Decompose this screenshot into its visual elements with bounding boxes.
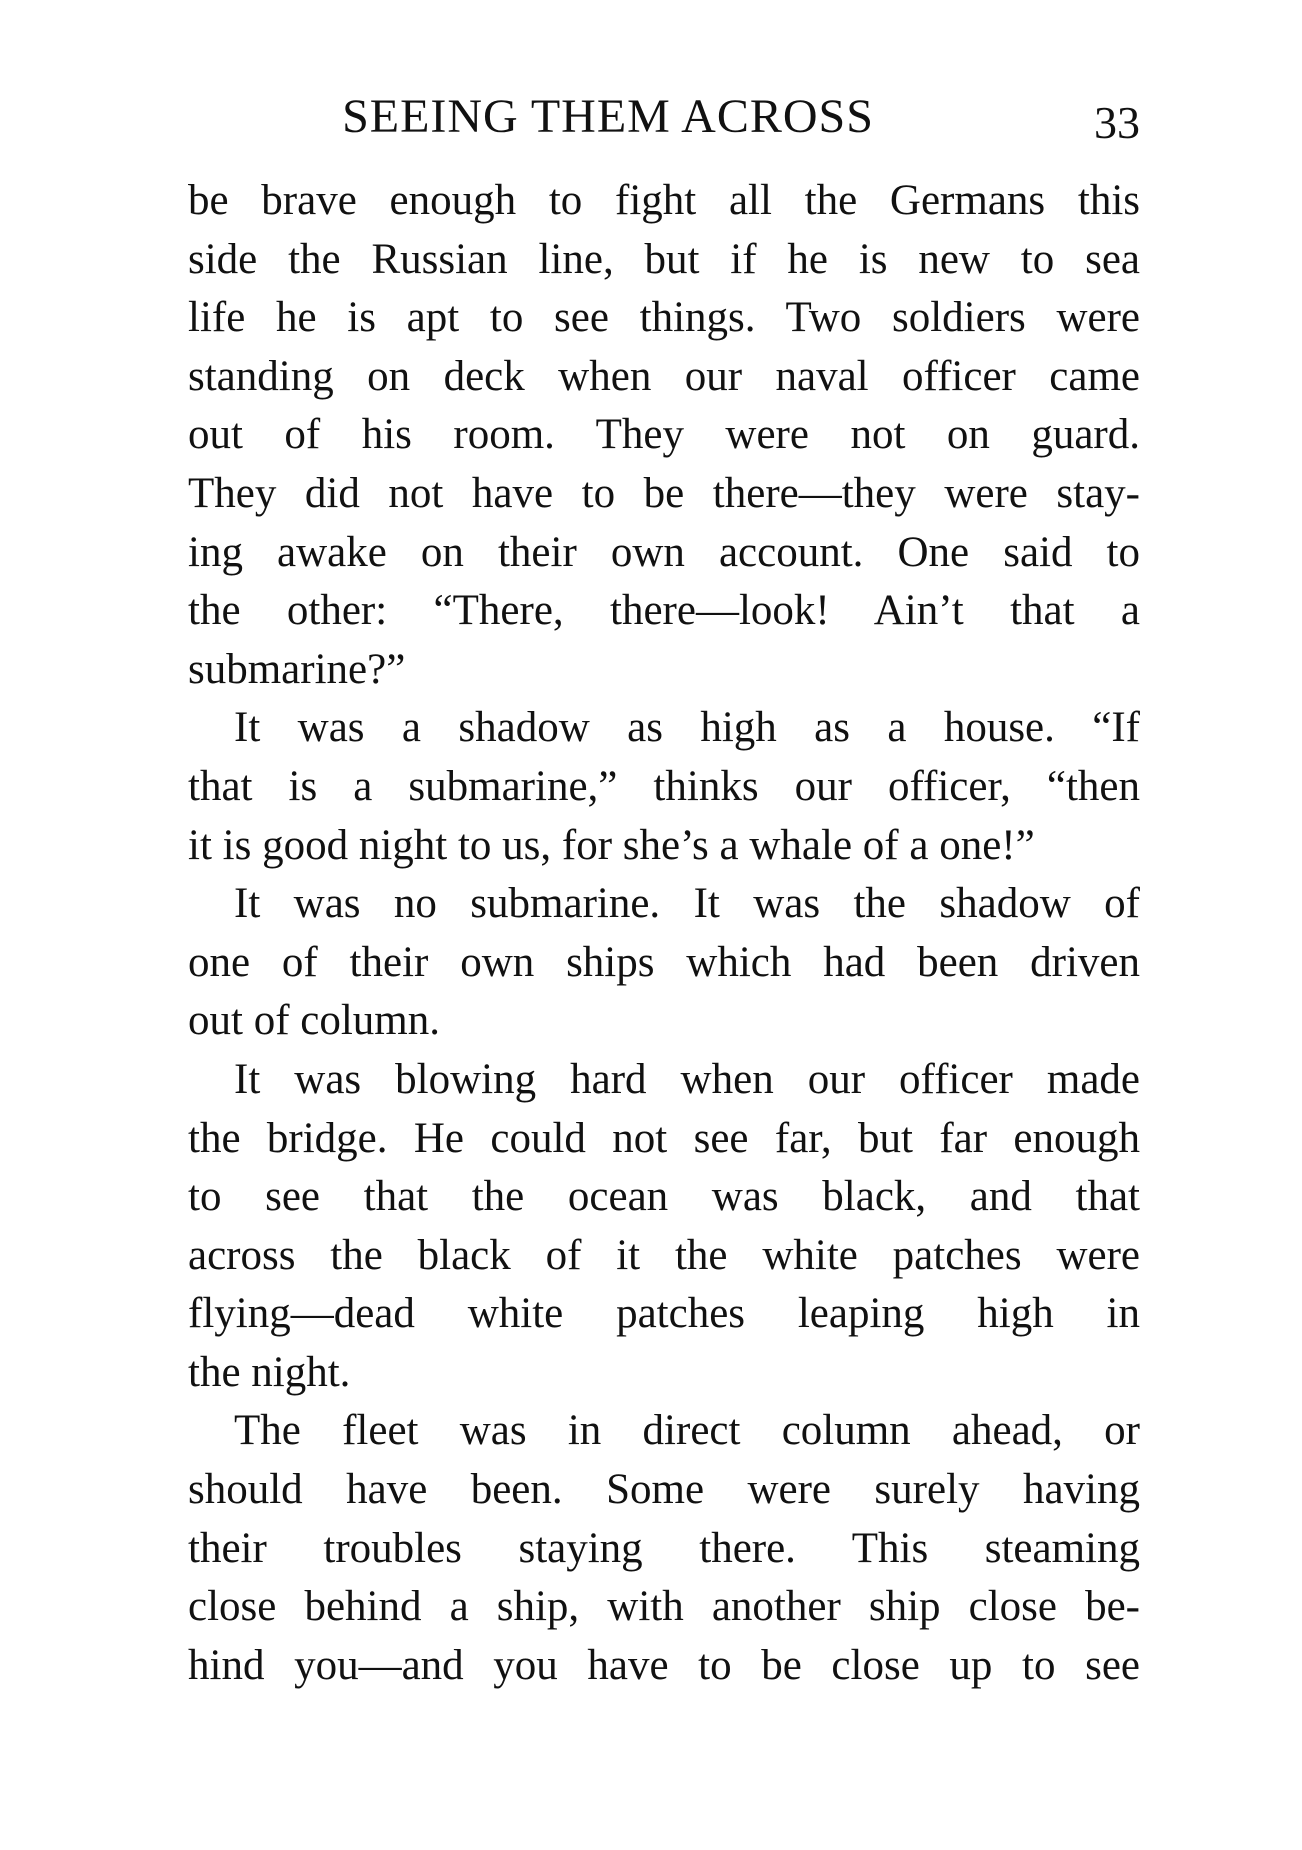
text-line: their troubles staying there. This steaming — [188, 1524, 1140, 1572]
text-line: should have been. Some were surely having — [188, 1466, 1140, 1514]
text-line: it is good night to us, for she’s a whale of a one!” — [188, 821, 1035, 869]
text-line: flying—dead white patches leaping high in — [188, 1290, 1140, 1338]
text-line: It was no submarine. It was the shadow of — [234, 880, 1140, 928]
text-line: The fleet was in direct column ahead, or — [234, 1407, 1140, 1455]
text-line: hind you—and you have to be close up to see — [188, 1641, 1140, 1689]
text-line: out of his room. They were not on guard. — [188, 411, 1140, 459]
running-title: SEEING THEM ACROSS — [342, 90, 874, 143]
text-line: out of column. — [188, 997, 440, 1045]
text-line: life he is apt to see things. Two soldiers were — [188, 294, 1140, 342]
text-line: one of their own ships which had been driven — [188, 938, 1140, 986]
running-head — [188, 82, 1140, 152]
text-line: ing awake on their own account. One said to — [188, 528, 1140, 576]
text-line: submarine?” — [188, 645, 406, 693]
text-line: across the black of it the white patches were — [188, 1231, 1140, 1279]
text-line: the night. — [188, 1348, 351, 1396]
text-line: They did not have to be there—they were stay- — [188, 469, 1140, 517]
text-line: be brave enough to fight all the Germans this — [188, 177, 1140, 224]
text-line: the other: “There, there—look! Ain’t that a — [188, 587, 1140, 635]
text-line: the bridge. He could not see far, but far enough — [188, 1114, 1140, 1162]
text-line: side the Russian line, but if he is new to sea — [188, 235, 1140, 283]
text-line: standing on deck when our naval officer came — [188, 352, 1140, 400]
text-line: It was blowing hard when our officer made — [234, 1055, 1140, 1103]
text-line: close behind a ship, with another ship close be- — [188, 1583, 1140, 1631]
text-line: It was a shadow as high as a house. “If — [234, 704, 1140, 752]
text-line: that is a submarine,” thinks our officer, “then — [188, 762, 1140, 810]
body-text — [188, 172, 1140, 1695]
text-line: to see that the ocean was black, and that — [188, 1173, 1140, 1221]
page-number: 33 — [1094, 97, 1140, 148]
